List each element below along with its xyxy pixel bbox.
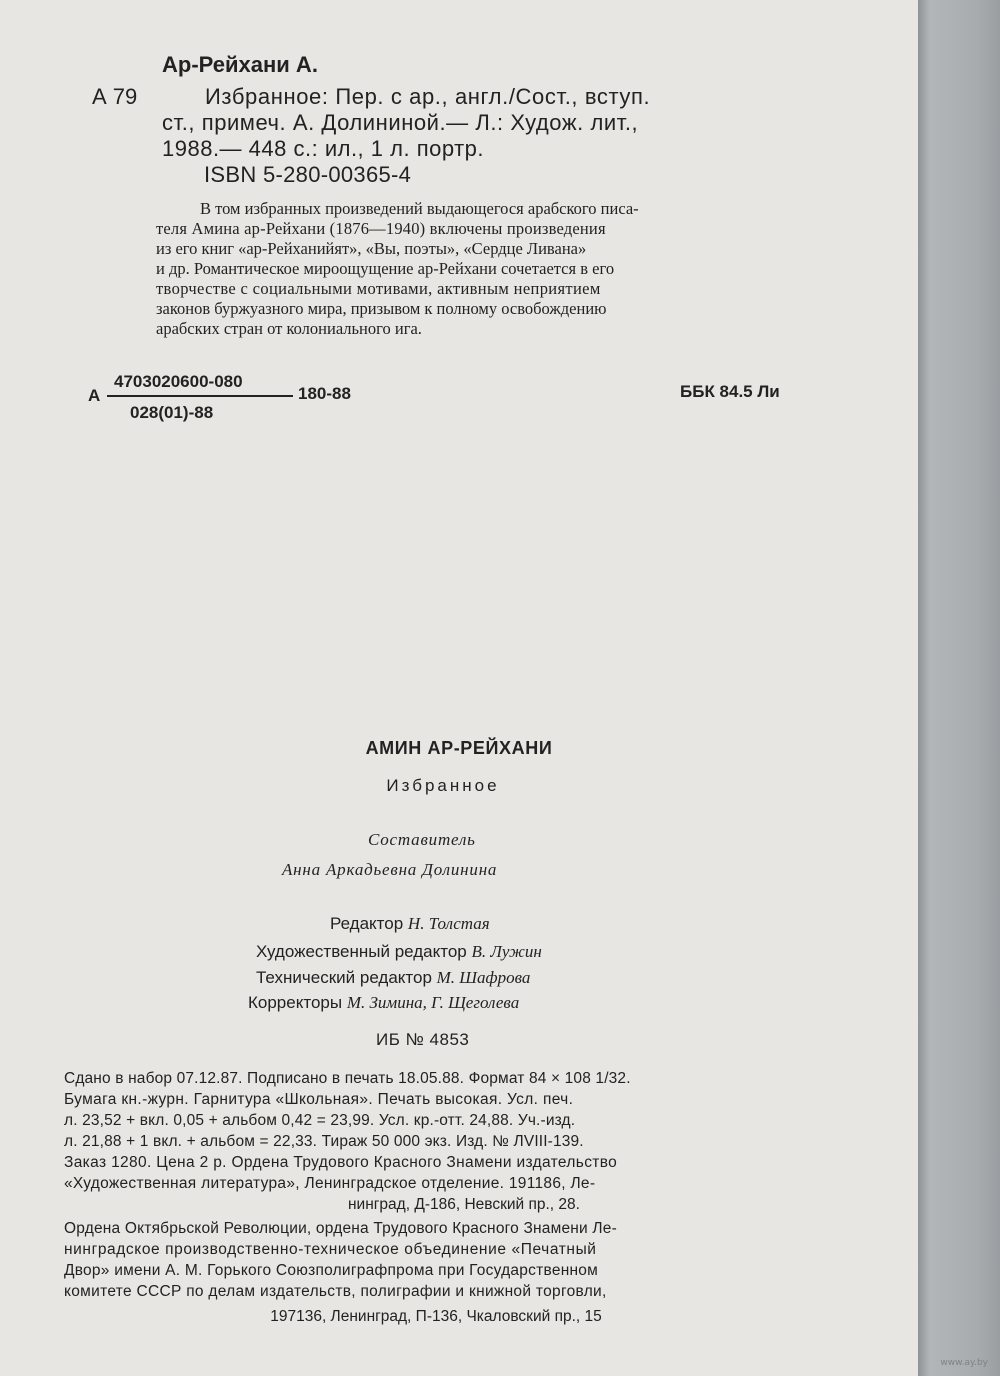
annotation-line: законов буржуазного мира, призывом к полному освобождению (156, 299, 607, 318)
printer-line: комитете СССР по делам издательств, полиграфии и книжной торговли, (64, 1283, 607, 1300)
card-author: Ар-Рейхани А. (162, 52, 318, 77)
annotation-line: теля Амина ар-Рейхани (1876—1940) включены произведения (156, 219, 606, 238)
staff-editor (330, 914, 490, 934)
annotation-line: и др. Романтическое мироощущение ар-Рейхани сочетается в его (156, 259, 615, 278)
annotation-line: творчестве с социальными мотивами, активным неприятием (156, 279, 601, 298)
compiler-label: Составитель (368, 830, 476, 849)
card-title-line-3: 1988.— 448 с.: ил., 1 л. портр. (162, 136, 485, 161)
formula-letter: А (88, 386, 101, 405)
staff-role: Корректоры (248, 993, 343, 1012)
formula-denominator: 028(01)-88 (130, 403, 214, 422)
watermark: www.ay.by (940, 1358, 988, 1368)
page-edge-shadow (918, 0, 1000, 1376)
output-line: нинград, Д-186, Невский пр., 28. (348, 1196, 580, 1213)
staff-name: М. Шафрова (436, 968, 531, 987)
annotation-line: В том избранных произведений выдающегося арабского писа- (200, 199, 639, 218)
card-title-line-2: ст., примеч. А. Долининой.— Л.: Худож. лит., (162, 110, 639, 135)
annotation-line: из его книг «ар-Рейханийят», «Вы, поэты», «Сердце Ливана» (156, 239, 587, 258)
staff-proofreaders (248, 993, 519, 1013)
output-line: Сдано в набор 07.12.87. Подписано в печать 18.05.88. Формат 84 × 108 1/32. (64, 1070, 631, 1087)
printer-line: 197136, Ленинград, П-136, Чкаловский пр., 15 (270, 1308, 602, 1325)
card-code: А 79 (92, 84, 138, 109)
staff-tech-editor (256, 968, 530, 988)
staff-name: М. Зимина, Г. Щеголева (346, 993, 520, 1012)
annotation-line: арабских стран от колониального ига. (156, 319, 422, 338)
printer-line: Ордена Октябрьской Революции, ордена Трудового Красного Знамени Ле- (64, 1220, 617, 1237)
printer-line: Двор» имени А. М. Горького Союзполиграфпрома при Государственном (64, 1262, 599, 1279)
staff-art-editor (256, 942, 542, 962)
formula-fraction-line (107, 395, 293, 397)
staff-role: Редактор (330, 914, 404, 933)
compiler-name: Анна Аркадьевна Долинина (282, 860, 498, 879)
staff-role: Художественный редактор (256, 942, 467, 961)
formula-suffix: 180-88 (298, 384, 351, 403)
output-line: Бумага кн.-журн. Гарнитура «Школьная». Печать высокая. Усл. печ. (64, 1091, 574, 1108)
bbk-code: ББК 84.5 Ли (680, 382, 780, 401)
staff-name: В. Лужин (471, 942, 542, 961)
output-line: «Художественная литература», Ленинградское отделение. 191186, Ле- (64, 1175, 596, 1192)
card-title-line-1: Избранное: Пер. с ар., англ./Сост., вступ. (205, 84, 651, 109)
card-isbn: ISBN 5-280-00365-4 (204, 162, 412, 187)
ib-number: ИБ № 4853 (376, 1030, 470, 1049)
formula-numerator: 4703020600-080 (114, 372, 243, 391)
imprint-title: Избранное (386, 776, 500, 795)
printer-line: нинградское производственно-техническое объединение «Печатный (64, 1241, 597, 1258)
output-line: л. 21,88 + 1 вкл. + альбом = 22,33. Тираж 50 000 экз. Изд. № ЛVIII-139. (64, 1133, 584, 1150)
output-line: Заказ 1280. Цена 2 р. Ордена Трудового Красного Знамени издательство (64, 1154, 618, 1171)
imprint-author: АМИН АР-РЕЙХАНИ (365, 738, 553, 758)
staff-role: Технический редактор (256, 968, 432, 987)
output-line: л. 23,52 + вкл. 0,05 + альбом 0,42 = 23,99. Усл. кр.-отт. 24,88. Уч.-изд. (64, 1112, 576, 1129)
staff-name: Н. Толстая (407, 914, 490, 933)
